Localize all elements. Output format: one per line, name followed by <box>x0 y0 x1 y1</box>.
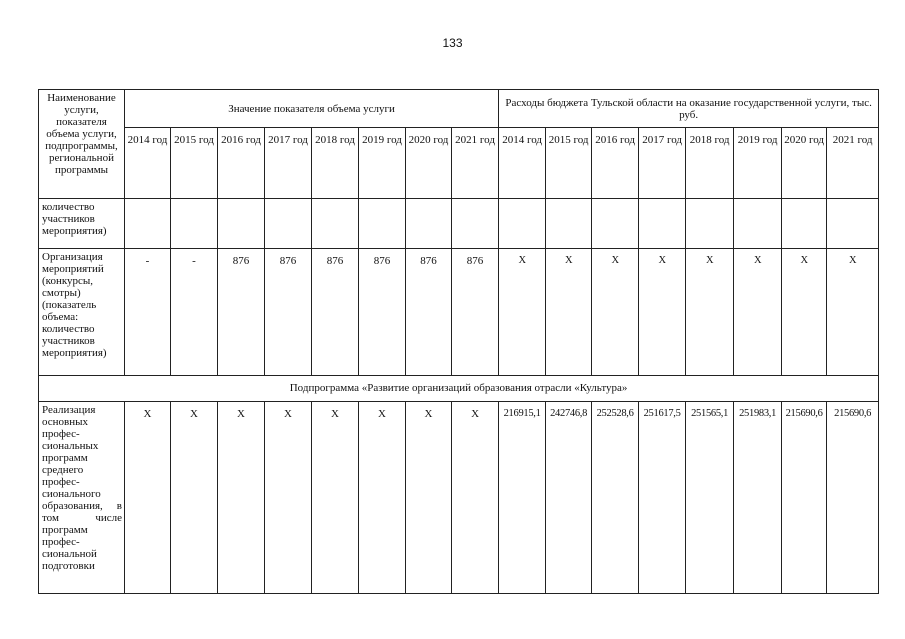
header-volume-year: 2018 год <box>312 128 359 198</box>
header-volume-group: Значение показателя объема услуги <box>125 90 499 128</box>
expense-value-cell: X <box>546 248 592 375</box>
volume-value-cell <box>452 198 499 248</box>
volume-value-cell: X <box>359 401 406 593</box>
subprogram-row <box>39 375 879 401</box>
page-number: 133 <box>442 36 463 50</box>
volume-value-cell: X <box>406 401 452 593</box>
table-row <box>39 248 879 375</box>
expense-value-cell: 252528,6 <box>592 401 639 593</box>
volume-value-cell: 876 <box>359 248 406 375</box>
header-expense-year: 2019 год <box>734 128 782 198</box>
header-expense-group: Расходы бюджета Тульской области на оказание государственной услуги, тыс. руб. <box>499 90 879 128</box>
header-expense-year: 2014 год <box>499 128 546 198</box>
expense-value-cell: 251565,1 <box>686 401 734 593</box>
volume-value-cell: 876 <box>218 248 265 375</box>
volume-value-cell: X <box>265 401 312 593</box>
expense-value-cell <box>734 198 782 248</box>
expense-value-cell: X <box>734 248 782 375</box>
expense-value-cell: X <box>827 248 879 375</box>
header-volume-year: 2014 год <box>125 128 171 198</box>
volume-value-cell <box>312 198 359 248</box>
volume-value-cell: X <box>171 401 218 593</box>
header-volume-year: 2019 год <box>359 128 406 198</box>
expense-value-cell: X <box>639 248 686 375</box>
header-expense-year: 2016 год <box>592 128 639 198</box>
expense-value-cell <box>782 198 827 248</box>
volume-value-cell: X <box>312 401 359 593</box>
header-volume-year: 2021 год <box>452 128 499 198</box>
expense-value-cell <box>827 198 879 248</box>
expense-value-cell: 215690,6 <box>782 401 827 593</box>
volume-value-cell: X <box>452 401 499 593</box>
volume-value-cell: - <box>171 248 218 375</box>
volume-value-cell <box>406 198 452 248</box>
volume-value-cell: 876 <box>265 248 312 375</box>
expense-value-cell: 215690,6 <box>827 401 879 593</box>
header-expense-year: 2020 год <box>782 128 827 198</box>
volume-value-cell: X <box>125 401 171 593</box>
expense-value-cell: X <box>592 248 639 375</box>
row-name: количество участников мероприятия) <box>39 198 125 248</box>
header-volume-year: 2020 год <box>406 128 452 198</box>
header-expense-year: 2018 год <box>686 128 734 198</box>
expense-value-cell <box>592 198 639 248</box>
expense-value-cell: X <box>499 248 546 375</box>
header-name-column: Наименование услуги, показателя объема услуги, подпрограммы, региональной программы <box>39 90 125 199</box>
table-row <box>39 198 879 248</box>
volume-value-cell: 876 <box>406 248 452 375</box>
header-volume-year: 2016 год <box>218 128 265 198</box>
table-row <box>39 401 879 593</box>
header-volume-year: 2017 год <box>265 128 312 198</box>
volume-value-cell <box>171 198 218 248</box>
header-expense-year: 2017 год <box>639 128 686 198</box>
services-table <box>38 89 879 594</box>
expense-value-cell <box>686 198 734 248</box>
expense-value-cell: 216915,1 <box>499 401 546 593</box>
expense-value-cell: X <box>686 248 734 375</box>
volume-value-cell <box>359 198 406 248</box>
subprogram-title: Подпрограмма «Развитие организаций образования отрасли «Культура» <box>39 375 879 401</box>
volume-value-cell <box>125 198 171 248</box>
volume-value-cell: X <box>218 401 265 593</box>
volume-value-cell: 876 <box>452 248 499 375</box>
expense-value-cell: 251983,1 <box>734 401 782 593</box>
expense-value-cell: 242746,8 <box>546 401 592 593</box>
header-volume-year: 2015 год <box>171 128 218 198</box>
volume-value-cell <box>265 198 312 248</box>
header-expense-year: 2015 год <box>546 128 592 198</box>
expense-value-cell <box>546 198 592 248</box>
volume-value-cell: - <box>125 248 171 375</box>
expense-value-cell: X <box>782 248 827 375</box>
row-name: Организация мероприятий (конкурсы, смотры) (показатель объема: количество участников мероприятия) <box>39 248 125 375</box>
header-expense-year: 2021 год <box>827 128 879 198</box>
row-name: Реализация основных профес-сиональных программ среднего профес-сионального образования, в том числе программ профес-сиональной подготовки <box>39 401 125 593</box>
expense-value-cell <box>499 198 546 248</box>
volume-value-cell <box>218 198 265 248</box>
expense-value-cell: 251617,5 <box>639 401 686 593</box>
expense-value-cell <box>639 198 686 248</box>
volume-value-cell: 876 <box>312 248 359 375</box>
